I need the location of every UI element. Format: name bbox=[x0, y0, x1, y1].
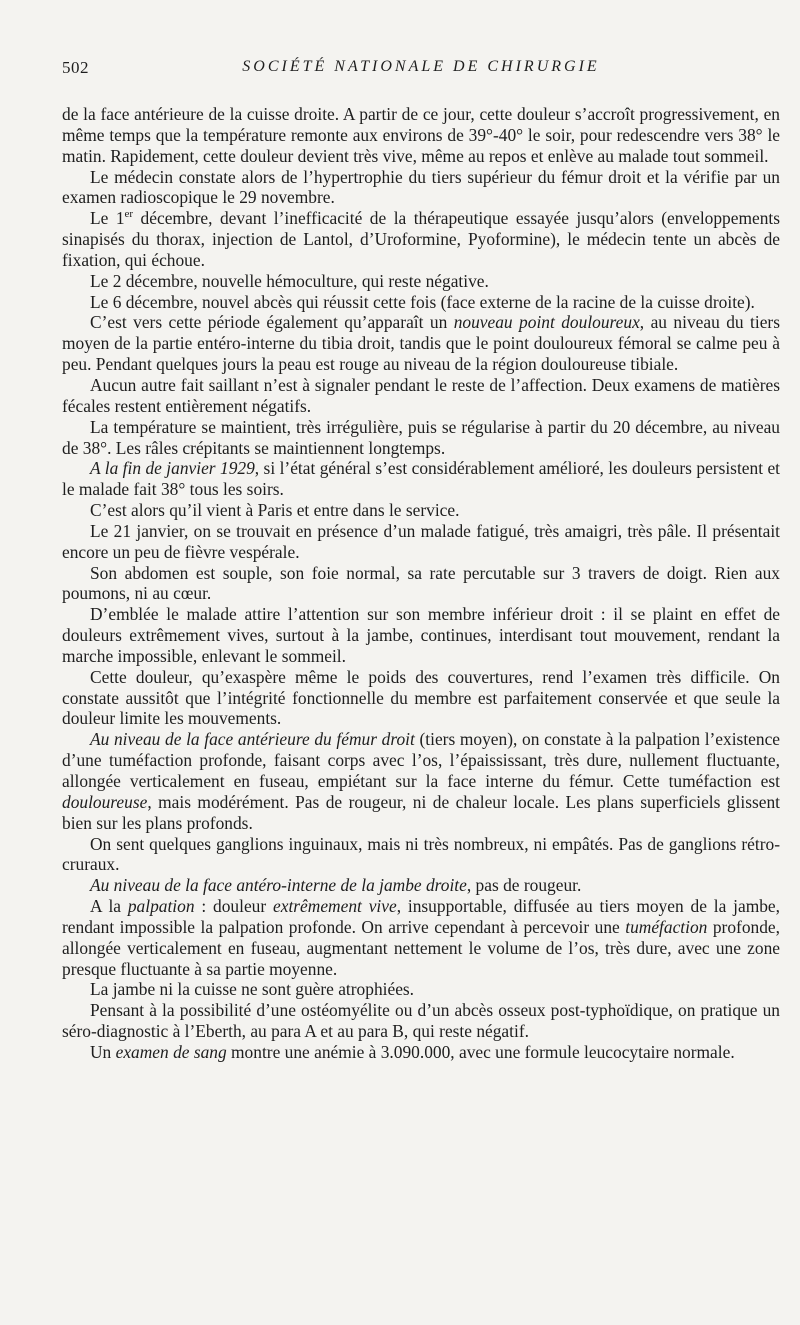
paragraph bbox=[62, 375, 780, 417]
paragraph bbox=[62, 500, 780, 521]
paragraph bbox=[62, 875, 780, 896]
italic-text: examen de sang bbox=[115, 1041, 227, 1062]
text-segment: Le 1 bbox=[90, 208, 125, 229]
body-text bbox=[62, 104, 780, 1063]
paragraph bbox=[62, 458, 780, 500]
text-segment: , si l’état général s’est considérablement amélioré, les douleurs persistent et le malade fait 38° tous les soirs. bbox=[62, 458, 780, 500]
italic-text: Au niveau de la face antérieure du fémur droit bbox=[90, 729, 415, 750]
text-segment: Son abdomen est souple, son foie normal, sa rate percutable sur 3 travers de doigt. Rien aux poumons, ni au cœur. bbox=[62, 562, 780, 604]
italic-text: A la fin de janvier 1929 bbox=[90, 458, 255, 479]
paragraph bbox=[62, 417, 780, 459]
paragraph bbox=[62, 563, 780, 605]
paragraph bbox=[62, 604, 780, 667]
italic-text: nouveau point douloureux bbox=[453, 312, 640, 333]
italic-text: douloureuse bbox=[62, 791, 148, 812]
paragraph bbox=[62, 979, 780, 1000]
running-title: SOCIÉTÉ NATIONALE DE CHIRURGIE bbox=[242, 58, 600, 75]
text-segment: On sent quelques ganglions inguinaux, mais ni très nombreux, ni empâtés. Pas de ganglions rétro-cruraux. bbox=[62, 833, 780, 875]
page-header bbox=[62, 58, 780, 86]
text-segment: , pas de rougeur. bbox=[466, 875, 582, 896]
text-segment: Le 2 décembre, nouvelle hémoculture, qui reste négative. bbox=[90, 270, 489, 291]
text-segment: La température se maintient, très irrégulière, puis se régularise à partir du 20 décembre, au niveau de 38°. Les râles crépitants se maintiennent longtemps. bbox=[62, 416, 780, 458]
paragraph bbox=[62, 208, 780, 271]
paragraph bbox=[62, 167, 780, 209]
text-segment: , insupportable, diffusée au tiers moyen de la jambe, rendant impossible la palpation profonde. On arrive cependant à percevoir une bbox=[62, 896, 780, 937]
page-number: 502 bbox=[62, 58, 89, 77]
text-segment: , au niveau du tiers moyen de la partie entéro-interne du tibia droit, tandis que le point douloureux fémoral se calme peu à peu. Pendant quelques jours la peau est rouge au niveau de la région douloureuse tibiale. bbox=[62, 312, 780, 375]
text-segment: (tiers moyen), on constate à la palpation l’existence d’une tuméfaction profonde, faisant corps avec l’os, l’épaississant, très dure, nullement fluctuante, allongée verticalement en fuseau, empiétant sur la face interne du fémur. Cette tuméfaction est bbox=[62, 729, 781, 791]
paragraph bbox=[62, 896, 780, 979]
superscript: er bbox=[124, 208, 134, 221]
text-segment: profonde, allongée verticalement en fuseau, augmentant nettement le volume de l’os, très dure, avec une zone presque fluctuante à sa partie moyenne. bbox=[62, 916, 780, 979]
paragraph bbox=[62, 667, 780, 730]
italic-text: tuméfaction bbox=[625, 916, 708, 937]
text-segment: Aucun autre fait saillant n’est à signaler pendant le reste de l’affection. Deux examens de matières fécales restent entièrement négatifs. bbox=[62, 374, 780, 416]
text-segment: D’emblée le malade attire l’attention sur son membre inférieur droit : il se plaint en effet de douleurs extrêmement vives, surtout à la jambe, continues, interdisant tout mouvement, rendant la marche impossible, enlevant le sommeil. bbox=[62, 604, 780, 666]
text-segment: Le 6 décembre, nouvel abcès qui réussit cette fois (face externe de la racine de la cuisse droite). bbox=[90, 291, 755, 312]
italic-text: extrêmement vive bbox=[273, 896, 397, 917]
paragraph bbox=[62, 521, 780, 563]
text-segment: La jambe ni la cuisse ne sont guère atrophiées. bbox=[90, 979, 415, 1000]
text-segment: C’est vers cette période également qu’apparaît un bbox=[90, 312, 454, 333]
paragraph bbox=[62, 292, 780, 313]
text-segment: de la face antérieure de la cuisse droite. A partir de ce jour, cette douleur s’accroît progressivement, en même temps que la température remonte aux environs de 39°-40° le soir, pour redescendre vers 38° le matin. Rapidement, cette douleur devient très vive, même au repos et enlève au malade tout sommeil. bbox=[62, 104, 780, 166]
paragraph bbox=[62, 834, 780, 876]
italic-text: Au niveau de la face antéro-interne de la jambe droite bbox=[90, 875, 467, 896]
text-segment: Le médecin constate alors de l’hypertrophie du tiers supérieur du fémur droit et la vérifie par un examen radioscopique le 29 novembre. bbox=[62, 166, 780, 208]
italic-text: palpation bbox=[127, 896, 195, 917]
text-segment: C’est alors qu’il vient à Paris et entre dans le service. bbox=[90, 500, 460, 521]
text-segment: Un bbox=[90, 1041, 116, 1062]
paragraph bbox=[62, 271, 780, 292]
text-segment: Le 21 janvier, on se trouvait en présence d’un malade fatigué, très amaigri, très pâle. Il présentait encore un peu de fièvre vespérale. bbox=[62, 520, 780, 562]
text-segment: Cette douleur, qu’exaspère même le poids des couvertures, rend l’examen très difficile. On constate aussitôt que l’intégrité fonctionnelle du membre est parfaitement conservée et que seule la douleur limite les mouvements. bbox=[62, 666, 780, 729]
text-segment: : douleur bbox=[194, 896, 274, 917]
paragraph bbox=[62, 104, 780, 167]
paragraph bbox=[62, 729, 780, 833]
paragraph bbox=[62, 312, 780, 375]
text-segment: montre une anémie à 3.090.000, avec une formule leucocytaire normale. bbox=[226, 1041, 735, 1062]
text-segment: Pensant à la possibilité d’une ostéomyélite ou d’un abcès osseux post-typhoïdique, on pratique un séro-diagnostic à l’Eberth, au para A et au para B, qui reste négatif. bbox=[62, 1000, 780, 1042]
text-segment: A la bbox=[90, 896, 128, 917]
paragraph bbox=[62, 1042, 780, 1063]
text-segment: décembre, devant l’inefficacité de la thérapeutique essayée jusqu’alors (enveloppements sinapisés du thorax, injection de Lantol, d’Uroformine, Pyoformine), le médecin tente un abcès de fixation, qui échoue. bbox=[62, 208, 780, 270]
paragraph bbox=[62, 1000, 780, 1042]
text-segment: , mais modérément. Pas de rougeur, ni de chaleur locale. Les plans superficiels glissent bien sur les plans profonds. bbox=[62, 791, 780, 833]
